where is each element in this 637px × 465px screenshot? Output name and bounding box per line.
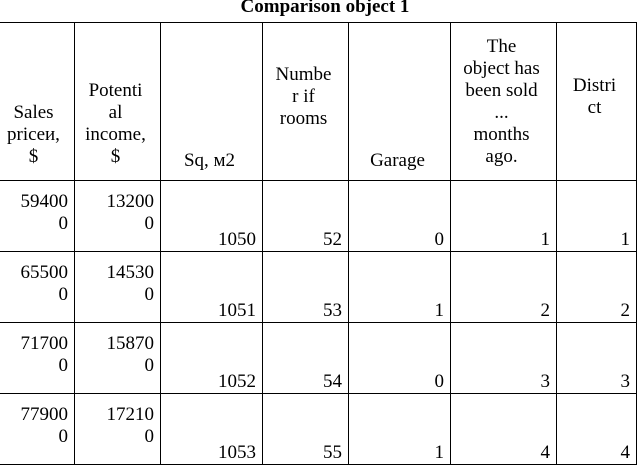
header-district: Distri ct bbox=[557, 23, 637, 181]
cell-garage: 1 bbox=[349, 394, 451, 465]
cell-sq: 1051 bbox=[161, 252, 263, 323]
table-title: Comparison object 1 bbox=[240, 0, 410, 17]
cell-potential-income: 13200 0 bbox=[75, 181, 161, 252]
cell-sales-price: 77900 0 bbox=[0, 394, 75, 465]
cell-rooms: 53 bbox=[263, 252, 349, 323]
cell-sq: 1052 bbox=[161, 323, 263, 394]
comparison-table bbox=[0, 22, 637, 465]
cell-sq: 1050 bbox=[161, 181, 263, 252]
cell-sales-price: 65500 0 bbox=[0, 252, 75, 323]
cell-months: 1 bbox=[451, 181, 557, 252]
cell-sales-price: 59400 0 bbox=[0, 181, 75, 252]
cell-months: 2 bbox=[451, 252, 557, 323]
header-potential-income: Potenti al income, $ bbox=[75, 23, 161, 181]
header-sq: Sq, м2 bbox=[161, 23, 263, 181]
cell-district: 2 bbox=[557, 252, 637, 323]
table-row bbox=[0, 323, 637, 394]
cell-rooms: 55 bbox=[263, 394, 349, 465]
cell-garage: 1 bbox=[349, 252, 451, 323]
cell-months: 3 bbox=[451, 323, 557, 394]
cell-sales-price: 71700 0 bbox=[0, 323, 75, 394]
cell-rooms: 52 bbox=[263, 181, 349, 252]
header-rooms: Numbe r if rooms bbox=[263, 23, 349, 181]
header-garage: Garage bbox=[349, 23, 451, 181]
header-sales-price: Sales priceи, $ bbox=[0, 23, 75, 181]
cell-rooms: 54 bbox=[263, 323, 349, 394]
cell-district: 3 bbox=[557, 323, 637, 394]
header-sold-months-ago: The object has been sold ... months ago. bbox=[451, 23, 557, 181]
cell-garage: 0 bbox=[349, 323, 451, 394]
table-row bbox=[0, 394, 637, 465]
cell-potential-income: 17210 0 bbox=[75, 394, 161, 465]
cell-district: 1 bbox=[557, 181, 637, 252]
cell-potential-income: 15870 0 bbox=[75, 323, 161, 394]
table-row bbox=[0, 252, 637, 323]
cell-sq: 1053 bbox=[161, 394, 263, 465]
cell-garage: 0 bbox=[349, 181, 451, 252]
header-row bbox=[0, 23, 637, 181]
cell-months: 4 bbox=[451, 394, 557, 465]
table-row bbox=[0, 181, 637, 252]
cell-district: 4 bbox=[557, 394, 637, 465]
cell-potential-income: 14530 0 bbox=[75, 252, 161, 323]
